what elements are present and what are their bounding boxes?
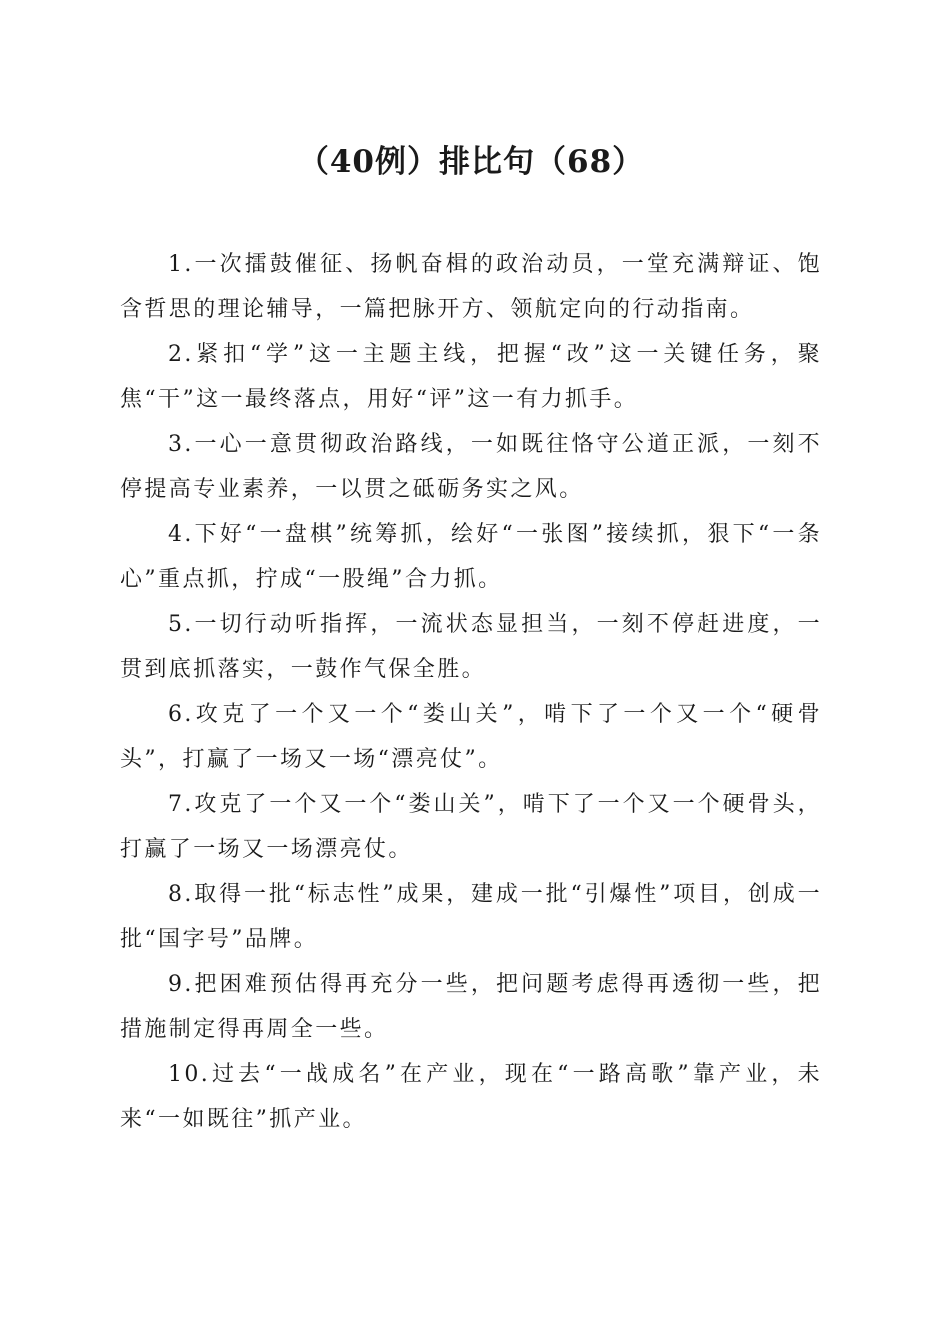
paragraph-6: 6.攻克了一个又一个“娄山关”，啃下了一个又一个“硬骨头”，打赢了一场又一场“漂亮仗”。: [120, 702, 822, 772]
paragraph-5: 5.一切行动听指挥，一流状态显担当，一刻不停赶进度，一贯到底抓落实，一鼓作气保全胜。: [120, 612, 822, 682]
paragraph-1: 1.一次擂鼓催征、扬帆奋楫的政治动员，一堂充满辩证、饱含哲思的理论辅导，一篇把脉开方、领航定向的行动指南。: [120, 252, 822, 322]
paragraph-7: 7.攻克了一个又一个“娄山关”，啃下了一个又一个硬骨头，打赢了一场又一场漂亮仗。: [120, 792, 822, 862]
paragraph-3: 3.一心一意贯彻政治路线，一如既往恪守公道正派，一刻不停提高专业素养，一以贯之砥砺务实之风。: [120, 432, 822, 502]
document-title: （40例）排比句（68）: [297, 144, 645, 180]
paragraph-2: 2.紧扣“学”这一主题主线，把握“改”这一关键任务，聚焦“干”这一最终落点，用好“评”这一有力抓手。: [120, 342, 822, 412]
paragraph-8: 8.取得一批“标志性”成果，建成一批“引爆性”项目，创成一批“国字号”品牌。: [120, 882, 822, 952]
paragraph-10: 10.过去“一战成名”在产业，现在“一路高歌”靠产业，未来“一如既往”抓产业。: [120, 1062, 822, 1132]
paragraph-9: 9.把困难预估得再充分一些，把问题考虑得再透彻一些，把措施制定得再周全一些。: [120, 972, 822, 1042]
paragraph-list: [120, 242, 822, 1142]
paragraph-4: 4.下好“一盘棋”统筹抓，绘好“一张图”接续抓，狠下“一条心”重点抓，拧成“一股绳”合力抓。: [120, 522, 822, 592]
